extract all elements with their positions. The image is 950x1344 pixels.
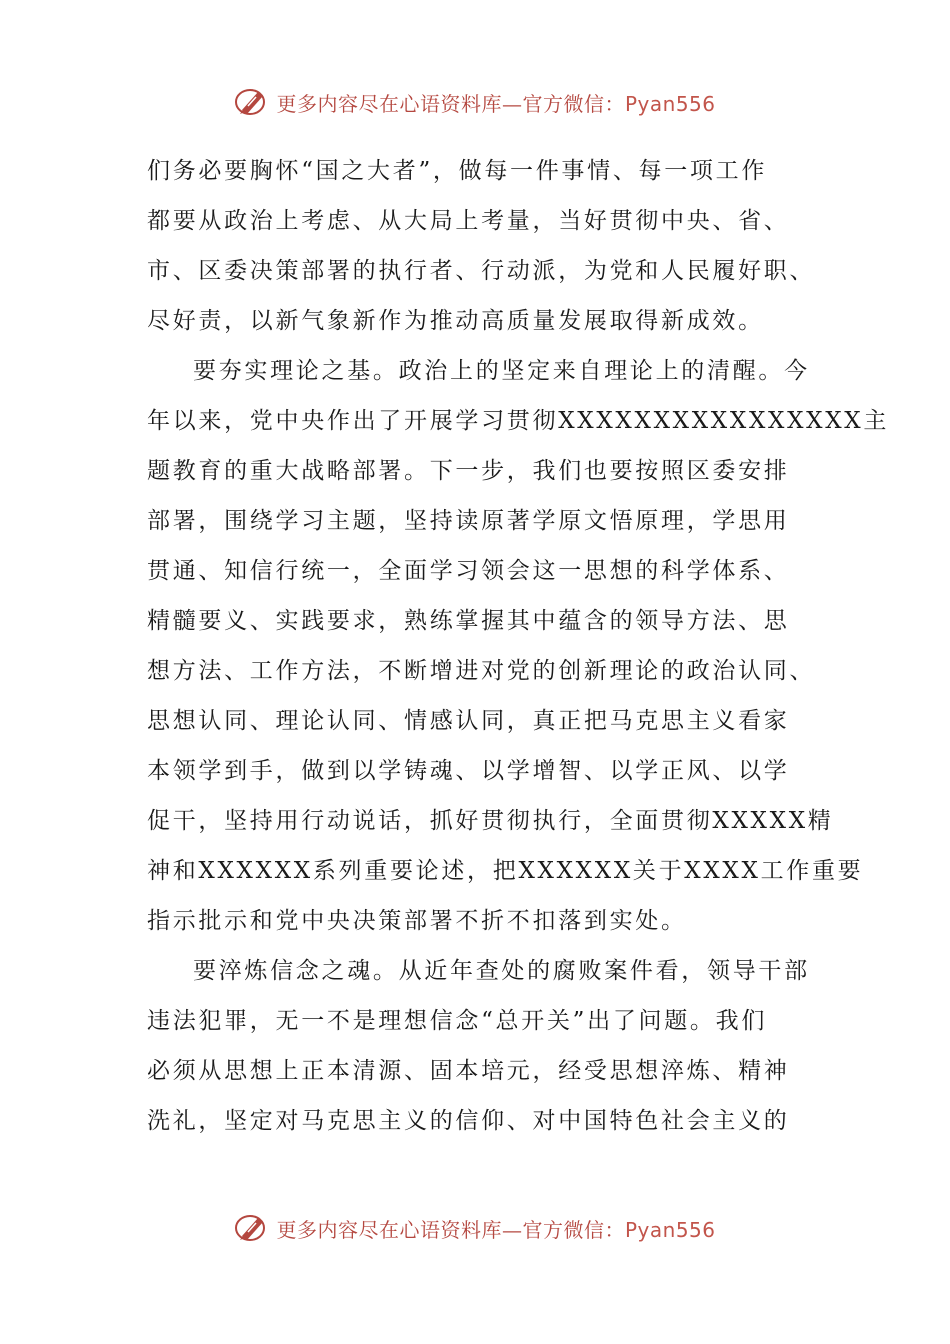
text-line: 贯通、知信行统一，全面学习领会这一思想的科学体系、 [147,558,790,584]
document-body [147,146,890,1146]
text-line: 违法犯罪，无一不是理想信念“总开关”出了问题。我们 [147,1008,768,1034]
text-line: 要夯实理论之基。政治上的坚定来自理论上的清醒。今 [193,358,810,384]
pen-nib-logo-icon [234,1210,270,1246]
text-line: 精髓要义、实践要求，熟练掌握其中蕴含的领导方法、思 [147,608,790,634]
text-line: 必须从思想上正本清源、固本培元，经受思想淬炼、精神 [147,1058,790,1084]
text-line: 们务必要胸怀“国之大者”，做每一件事情、每一项工作 [147,158,768,184]
wechat-id: Pyan556 [624,1217,716,1242]
wechat-id: Pyan556 [624,91,716,116]
text-line: 尽好责，以新气象新作为推动高质量发展取得新成效。 [147,308,764,334]
text-line: 想方法、工作方法，不断增进对党的创新理论的政治认同、 [147,658,816,684]
banner-slogan: 更多内容尽在心语资料库—官方微信： [276,1217,625,1242]
text-line: 本领学到手，做到以学铸魂、以学增智、以学正风、以学 [147,758,790,784]
text-line: 指示批示和党中央决策部署不折不扣落到实处。 [147,908,687,934]
text-line: 题教育的重大战略部署。下一步，我们也要按照区委安排 [147,458,790,484]
footer-banner [0,1208,950,1248]
header-banner [0,82,950,122]
text-line: 洗礼，坚定对马克思主义的信仰、对中国特色社会主义的 [147,1108,790,1134]
text-line: 部署，围绕学习主题，坚持读原著学原文悟原理，学思用 [147,508,790,534]
text-line: 促干，坚持用行动说话，抓好贯彻执行，全面贯彻XXXXX精 [147,808,834,834]
text-line: 思想认同、理论认同、情感认同，真正把马克思主义看家 [147,708,790,734]
text-line: 市、区委决策部署的执行者、行动派，为党和人民履好职、 [147,258,816,284]
banner-slogan: 更多内容尽在心语资料库—官方微信： [276,91,625,116]
banner-text [276,1214,715,1243]
text-line: 要淬炼信念之魂。从近年查处的腐败案件看，领导干部 [193,958,810,984]
pen-nib-logo-icon [234,84,270,120]
text-line: 都要从政治上考虑、从大局上考量，当好贯彻中央、省、 [147,208,790,234]
text-line: 神和XXXXXX系列重要论述，把XXXXXX关于XXXX工作重要 [147,858,864,884]
text-line: 年以来，党中央作出了开展学习贯彻XXXXXXXXXXXXXXXX主 [147,408,890,434]
banner-text [276,88,715,117]
